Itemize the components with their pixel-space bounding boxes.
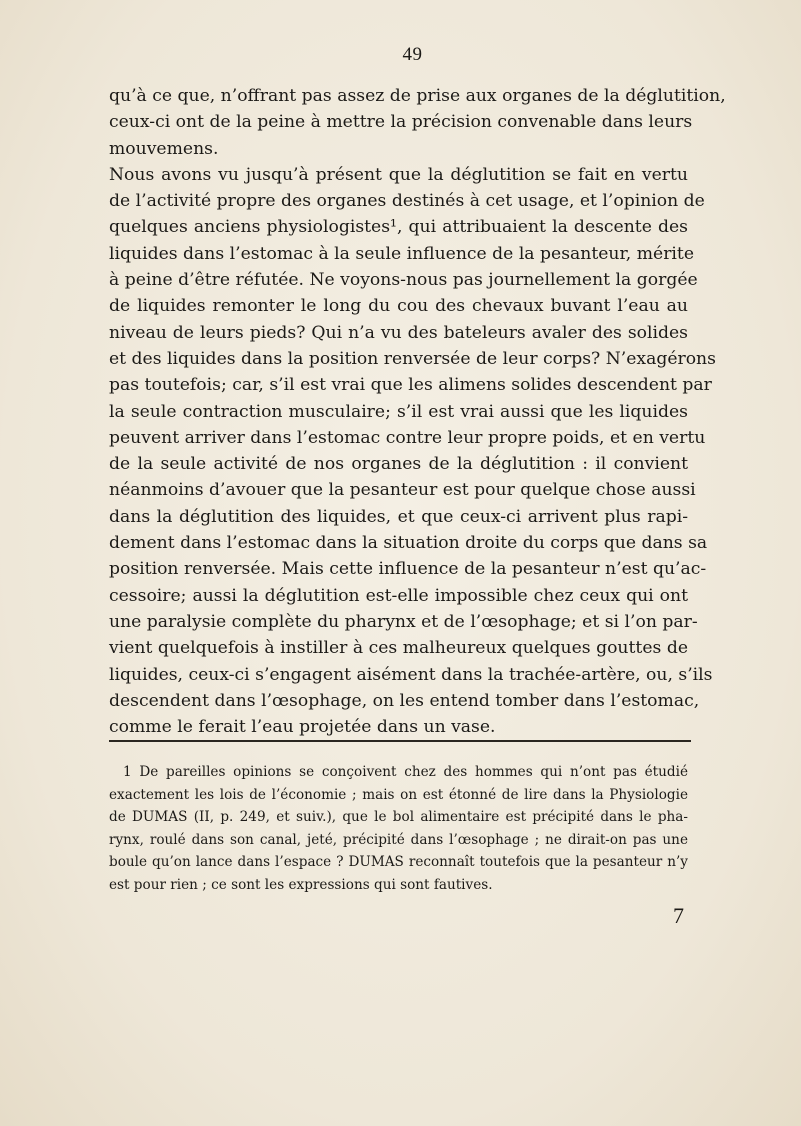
text-line: de l’activité propre des organes destinés à cet usage, et l’opinion de: [109, 191, 705, 212]
text-line: quelques anciens physiologistes¹, qui attribuaient la descente des: [109, 217, 688, 238]
footnote-line: boule qu’on lance dans l’espace ? DUMAS reconnaît toutefois que la pesanteur n’y: [109, 854, 688, 871]
text-line: néanmoins d’avouer que la pesanteur est pour quelque chose aussi: [109, 480, 696, 501]
footnote-line: est pour rien ; ce sont les expressions qui sont fautives.: [109, 876, 493, 893]
text-line: cessoire; aussi la déglutition est-elle impossible chez ceux qui ont: [109, 585, 688, 606]
text-line: ceux-ci ont de la peine à mettre la précision convenable dans leurs: [109, 112, 693, 133]
text-line: niveau de leurs pieds? Qui n’a vu des bateleurs avaler des solides: [109, 322, 688, 343]
body-text: [109, 83, 726, 740]
signature-mark: 7: [673, 903, 684, 928]
text-line: pas toutefois; car, s’il est vrai que les alimens solides descendent par: [109, 375, 712, 396]
text-line: position renversée. Mais cette influence de la pesanteur n’est qu’ac-: [109, 559, 707, 580]
footnote-line: 1 De pareilles opinions se conçoivent chez des hommes qui n’ont pas étudié: [123, 764, 688, 780]
text-line: à peine d’être réfutée. Ne voyons-nous pas journellement la gorgée: [109, 270, 698, 291]
text-line: de liquides remonter le long du cou des chevaux buvant l’eau au: [109, 296, 688, 317]
text-line: descendent dans l’œsophage, on les entend tomber dans l’estomac,: [109, 690, 700, 711]
text-line: une paralysie complète du pharynx et de l’œsophage; et si l’on par-: [109, 611, 698, 632]
text-line: comme le ferait l’eau projetée dans un vase.: [109, 717, 496, 738]
text-line: dans la déglutition des liquides, et que ceux-ci arrivent plus rapi-: [109, 506, 688, 527]
footnote-rule: [109, 740, 691, 742]
text-line: peuvent arriver dans l’estomac contre leur propre poids, et en vertu: [109, 427, 706, 448]
text-line: et des liquides dans la position renversée de leur corps? N’exagérons: [109, 348, 716, 369]
text-line: mouvemens.: [109, 138, 219, 159]
text-line: dement dans l’estomac dans la situation droite du corps que dans sa: [109, 533, 708, 554]
page-number: 49: [402, 44, 423, 65]
footnote: [109, 761, 688, 897]
text-line: vient quelquefois à instiller à ces malheureux quelques gouttes de: [109, 638, 688, 659]
text-line: la seule contraction musculaire; s’il est vrai aussi que les liquides: [109, 401, 688, 422]
text-line: Nous avons vu jusqu’à présent que la déglutition se fait en vertu: [109, 164, 688, 185]
text-line: liquides dans l’estomac à la seule influence de la pesanteur, mérite: [109, 243, 694, 264]
text-line: de la seule activité de nos organes de la déglutition : il convient: [109, 454, 688, 475]
footnote-line: exactement les lois de l’économie ; mais on est étonné de lire dans la Physiologie: [109, 786, 688, 803]
text-line: qu’à ce que, n’offrant pas assez de prise aux organes de la déglutition,: [109, 86, 726, 106]
text-line: liquides, ceux-ci s’engagent aisément dans la trachée-artère, ou, s’ils: [109, 664, 713, 685]
footnote-line: de DUMAS (II, p. 249, et suiv.), que le bol alimentaire est précipité dans le pha-: [109, 809, 688, 826]
footnote-line: rynx, roulé dans son canal, jeté, précipité dans l’œsophage ; ne dirait-on pas une: [109, 831, 688, 848]
